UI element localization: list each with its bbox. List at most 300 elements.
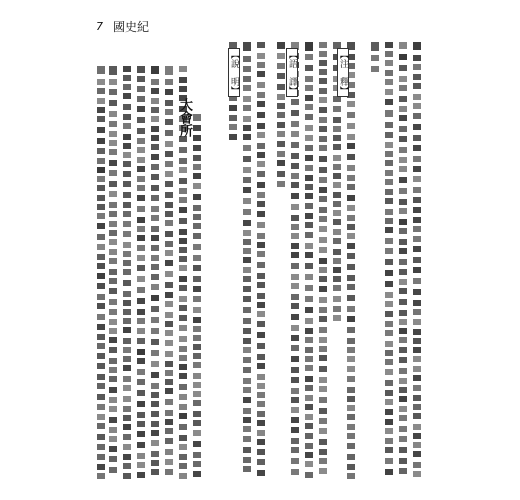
text-glyph bbox=[385, 359, 393, 365]
text-glyph bbox=[123, 291, 131, 297]
text-glyph bbox=[137, 431, 145, 437]
text-glyph bbox=[385, 321, 393, 327]
text-glyph bbox=[109, 111, 117, 117]
text-glyph bbox=[165, 220, 173, 226]
text-glyph bbox=[193, 135, 201, 141]
text-glyph bbox=[165, 161, 173, 167]
text-glyph bbox=[257, 383, 265, 389]
text-glyph bbox=[137, 106, 145, 112]
text-glyph bbox=[165, 330, 173, 336]
text-glyph bbox=[109, 269, 117, 275]
text-column bbox=[412, 42, 422, 482]
text-glyph bbox=[291, 153, 299, 159]
text-glyph bbox=[193, 155, 201, 161]
text-glyph bbox=[151, 328, 159, 334]
text-glyph bbox=[347, 414, 355, 420]
text-glyph bbox=[97, 454, 105, 460]
text-glyph bbox=[305, 433, 313, 439]
text-glyph bbox=[151, 306, 159, 312]
text-glyph bbox=[193, 205, 201, 211]
text-glyph bbox=[123, 347, 131, 353]
text-glyph bbox=[257, 222, 265, 228]
text-glyph bbox=[165, 321, 173, 327]
text-glyph bbox=[97, 204, 105, 210]
text-glyph bbox=[347, 175, 355, 181]
text-glyph bbox=[305, 155, 313, 161]
text-glyph bbox=[109, 467, 117, 473]
text-glyph bbox=[243, 276, 251, 282]
running-header bbox=[96, 16, 236, 36]
text-glyph bbox=[385, 281, 393, 287]
text-glyph bbox=[109, 149, 117, 155]
text-glyph bbox=[291, 458, 299, 464]
text-glyph bbox=[257, 161, 265, 167]
text-glyph bbox=[123, 181, 131, 187]
text-glyph bbox=[243, 239, 251, 245]
text-glyph bbox=[305, 395, 313, 401]
text-glyph bbox=[399, 468, 407, 474]
text-glyph bbox=[137, 309, 145, 315]
text-glyph bbox=[413, 404, 421, 410]
text-glyph bbox=[305, 85, 313, 91]
text-glyph bbox=[413, 124, 421, 130]
text-glyph bbox=[319, 78, 327, 84]
text-glyph bbox=[399, 188, 407, 194]
text-glyph bbox=[319, 355, 327, 361]
text-glyph bbox=[277, 42, 285, 49]
text-glyph bbox=[179, 473, 187, 479]
text-glyph bbox=[347, 424, 355, 430]
text-glyph bbox=[413, 395, 421, 401]
text-glyph bbox=[399, 357, 407, 363]
text-glyph bbox=[243, 257, 251, 263]
text-glyph bbox=[399, 96, 407, 102]
text-glyph bbox=[333, 296, 341, 302]
text-glyph bbox=[179, 265, 187, 271]
text-glyph bbox=[291, 417, 299, 423]
text-glyph bbox=[333, 126, 341, 132]
text-glyph bbox=[97, 176, 105, 182]
text-glyph bbox=[179, 463, 187, 469]
text-glyph bbox=[347, 443, 355, 449]
text-glyph bbox=[399, 147, 407, 153]
text-glyph bbox=[399, 310, 407, 316]
text-glyph bbox=[243, 457, 251, 463]
text-glyph bbox=[333, 229, 341, 235]
text-glyph bbox=[333, 210, 341, 216]
text-glyph bbox=[291, 377, 299, 383]
text-glyph bbox=[243, 397, 251, 403]
text-glyph bbox=[413, 197, 421, 203]
text-glyph bbox=[399, 106, 407, 112]
text-glyph bbox=[319, 297, 327, 303]
text-glyph bbox=[151, 144, 159, 150]
text-glyph bbox=[385, 179, 393, 185]
text-glyph bbox=[291, 215, 299, 221]
text-glyph bbox=[243, 436, 251, 442]
text-glyph bbox=[137, 195, 145, 201]
text-glyph bbox=[257, 282, 265, 288]
text-glyph bbox=[347, 243, 355, 249]
text-glyph bbox=[385, 189, 393, 195]
text-glyph bbox=[399, 76, 407, 82]
text-glyph bbox=[243, 105, 251, 111]
text-glyph bbox=[123, 192, 131, 198]
text-glyph bbox=[151, 350, 159, 356]
text-glyph bbox=[385, 142, 393, 148]
text-glyph bbox=[305, 104, 313, 110]
text-glyph bbox=[319, 267, 327, 273]
text-glyph bbox=[179, 256, 187, 262]
text-glyph bbox=[291, 110, 299, 116]
text-glyph bbox=[291, 294, 299, 300]
text-glyph bbox=[137, 412, 145, 418]
text-glyph bbox=[347, 396, 355, 402]
text-glyph bbox=[399, 85, 407, 91]
text-glyph bbox=[243, 338, 251, 344]
text-glyph bbox=[385, 248, 393, 254]
text-glyph bbox=[399, 447, 407, 453]
text-glyph bbox=[109, 230, 117, 236]
text-glyph bbox=[291, 335, 299, 341]
text-glyph bbox=[97, 127, 105, 133]
text-glyph bbox=[333, 219, 341, 225]
text-glyph bbox=[123, 84, 131, 90]
text-glyph bbox=[179, 238, 187, 244]
text-glyph bbox=[109, 278, 117, 284]
text-glyph bbox=[347, 295, 355, 301]
text-glyph bbox=[399, 387, 407, 393]
text-glyph bbox=[193, 452, 201, 458]
text-glyph bbox=[385, 160, 393, 166]
text-glyph bbox=[97, 414, 105, 420]
text-glyph bbox=[123, 123, 131, 129]
text-glyph bbox=[347, 284, 355, 290]
text-glyph bbox=[123, 134, 131, 140]
text-glyph bbox=[333, 249, 341, 255]
text-glyph bbox=[243, 167, 251, 173]
text-glyph bbox=[151, 451, 159, 457]
text-glyph bbox=[385, 292, 393, 298]
text-glyph bbox=[137, 76, 145, 82]
text-column bbox=[290, 42, 300, 482]
text-glyph bbox=[243, 267, 251, 273]
text-glyph bbox=[151, 274, 159, 280]
text-glyph bbox=[151, 255, 159, 261]
text-glyph bbox=[165, 241, 173, 247]
text-glyph bbox=[137, 185, 145, 191]
text-glyph bbox=[319, 216, 327, 222]
text-glyph bbox=[243, 177, 251, 183]
text-glyph bbox=[97, 343, 105, 349]
text-column bbox=[256, 42, 266, 482]
text-glyph bbox=[385, 469, 393, 475]
text-glyph bbox=[399, 378, 407, 384]
text-glyph bbox=[257, 71, 265, 77]
text-glyph bbox=[97, 98, 105, 104]
text-glyph bbox=[305, 203, 313, 209]
text-glyph bbox=[137, 472, 145, 478]
text-glyph bbox=[97, 334, 105, 340]
text-glyph bbox=[193, 362, 201, 368]
text-glyph bbox=[319, 346, 327, 352]
text-glyph bbox=[257, 182, 265, 188]
text-glyph bbox=[193, 164, 201, 170]
text-glyph bbox=[137, 421, 145, 427]
text-glyph bbox=[97, 374, 105, 380]
text-glyph bbox=[291, 447, 299, 453]
text-glyph bbox=[109, 288, 117, 294]
text-glyph bbox=[151, 361, 159, 367]
text-glyph bbox=[179, 355, 187, 361]
text-glyph bbox=[305, 243, 313, 249]
text-glyph bbox=[347, 387, 355, 393]
text-glyph bbox=[257, 132, 265, 138]
text-glyph bbox=[193, 286, 201, 292]
text-glyph bbox=[347, 306, 355, 312]
text-glyph bbox=[109, 131, 117, 137]
text-glyph bbox=[257, 332, 265, 338]
text-glyph bbox=[123, 385, 131, 391]
text-glyph bbox=[413, 156, 421, 162]
text-glyph bbox=[399, 337, 407, 343]
text-glyph bbox=[347, 366, 355, 372]
text-glyph bbox=[399, 368, 407, 374]
text-glyph bbox=[193, 382, 201, 388]
text-glyph bbox=[305, 263, 313, 269]
text-glyph bbox=[137, 166, 145, 172]
text-glyph bbox=[399, 126, 407, 132]
text-glyph bbox=[413, 366, 421, 372]
text-glyph bbox=[277, 94, 285, 100]
text-glyph bbox=[165, 100, 173, 106]
text-glyph bbox=[347, 233, 355, 239]
text-glyph bbox=[257, 411, 265, 417]
text-glyph bbox=[347, 316, 355, 322]
text-column bbox=[192, 114, 202, 482]
text-glyph bbox=[333, 164, 341, 170]
text-glyph bbox=[385, 458, 393, 464]
text-glyph bbox=[137, 245, 145, 251]
text-glyph bbox=[179, 197, 187, 203]
text-glyph bbox=[291, 367, 299, 373]
text-glyph bbox=[305, 76, 313, 82]
text-glyph bbox=[333, 276, 341, 282]
text-glyph bbox=[319, 397, 327, 403]
text-column bbox=[318, 42, 328, 482]
text-glyph bbox=[413, 207, 421, 213]
text-glyph bbox=[305, 337, 313, 343]
text-glyph bbox=[243, 220, 251, 226]
text-glyph bbox=[151, 460, 159, 466]
text-glyph bbox=[413, 246, 421, 252]
text-glyph bbox=[123, 211, 131, 217]
text-glyph bbox=[97, 88, 105, 94]
text-glyph bbox=[257, 363, 265, 369]
text-glyph bbox=[151, 98, 159, 104]
text-glyph bbox=[305, 307, 313, 313]
text-glyph bbox=[243, 347, 251, 353]
text-glyph bbox=[257, 112, 265, 118]
text-glyph bbox=[193, 145, 201, 151]
text-glyph bbox=[179, 394, 187, 400]
text-glyph bbox=[319, 207, 327, 213]
text-glyph bbox=[399, 157, 407, 163]
text-glyph bbox=[137, 369, 145, 375]
text-glyph bbox=[413, 64, 421, 70]
text-glyph bbox=[291, 345, 299, 351]
text-glyph bbox=[165, 130, 173, 136]
text-glyph bbox=[165, 260, 173, 266]
text-glyph bbox=[243, 447, 251, 453]
text-glyph bbox=[137, 66, 145, 73]
text-glyph bbox=[123, 406, 131, 412]
text-glyph bbox=[319, 316, 327, 322]
text-glyph bbox=[413, 176, 421, 182]
text-glyph bbox=[165, 449, 173, 455]
vertical-text-body bbox=[96, 42, 422, 482]
text-glyph bbox=[109, 427, 117, 433]
text-column bbox=[96, 66, 106, 482]
text-glyph bbox=[137, 328, 145, 334]
text-glyph bbox=[137, 349, 145, 355]
text-glyph bbox=[137, 235, 145, 241]
text-glyph bbox=[291, 193, 299, 199]
note-translation-label: 【語 譯】 bbox=[287, 50, 297, 95]
text-glyph bbox=[123, 171, 131, 177]
text-glyph bbox=[165, 361, 173, 367]
text-glyph bbox=[179, 188, 187, 194]
text-glyph bbox=[123, 75, 131, 81]
text-glyph bbox=[305, 376, 313, 382]
text-glyph bbox=[109, 417, 117, 423]
text-glyph bbox=[257, 354, 265, 360]
text-glyph bbox=[305, 175, 313, 181]
text-glyph bbox=[137, 147, 145, 153]
text-glyph bbox=[305, 328, 313, 334]
text-glyph bbox=[347, 405, 355, 411]
text-glyph bbox=[137, 138, 145, 144]
text-glyph bbox=[413, 42, 421, 50]
text-glyph bbox=[385, 89, 393, 95]
text-glyph bbox=[257, 171, 265, 177]
text-glyph bbox=[137, 358, 145, 364]
text-glyph bbox=[319, 226, 327, 232]
text-glyph bbox=[399, 319, 407, 325]
text-glyph bbox=[165, 370, 173, 376]
text-glyph bbox=[193, 214, 201, 220]
text-glyph bbox=[413, 442, 421, 448]
text-glyph bbox=[97, 158, 105, 164]
text-glyph bbox=[193, 353, 201, 359]
text-glyph bbox=[385, 270, 393, 276]
text-glyph bbox=[257, 201, 265, 207]
text-glyph bbox=[413, 74, 421, 80]
text-glyph bbox=[123, 444, 131, 450]
text-glyph bbox=[399, 426, 407, 432]
text-glyph bbox=[305, 452, 313, 458]
text-glyph bbox=[151, 135, 159, 141]
text-glyph bbox=[97, 303, 105, 309]
text-glyph bbox=[305, 193, 313, 199]
text-glyph bbox=[257, 101, 265, 107]
text-glyph bbox=[333, 182, 341, 188]
text-glyph bbox=[291, 243, 299, 249]
text-glyph bbox=[193, 335, 201, 341]
text-glyph bbox=[319, 258, 327, 264]
text-column bbox=[398, 42, 408, 482]
text-glyph bbox=[399, 279, 407, 285]
text-glyph bbox=[123, 269, 131, 275]
text-glyph bbox=[165, 410, 173, 416]
text-glyph bbox=[257, 192, 265, 198]
text-glyph bbox=[151, 383, 159, 389]
text-glyph bbox=[109, 367, 117, 373]
text-glyph bbox=[193, 125, 201, 131]
text-glyph bbox=[277, 53, 285, 59]
text-glyph bbox=[243, 187, 251, 193]
text-glyph bbox=[257, 302, 265, 308]
text-glyph bbox=[347, 347, 355, 353]
text-column bbox=[384, 42, 394, 482]
text-glyph bbox=[399, 347, 407, 353]
text-glyph bbox=[347, 338, 355, 344]
text-glyph bbox=[123, 473, 131, 479]
text-glyph bbox=[193, 173, 201, 179]
text-glyph bbox=[97, 66, 105, 74]
text-glyph bbox=[257, 311, 265, 317]
text-glyph bbox=[385, 438, 393, 444]
text-glyph bbox=[305, 285, 313, 291]
text-glyph bbox=[151, 226, 159, 232]
text-glyph bbox=[347, 464, 355, 470]
text-glyph bbox=[371, 66, 379, 72]
text-glyph bbox=[333, 201, 341, 207]
text-glyph bbox=[291, 283, 299, 289]
text-glyph bbox=[413, 257, 421, 263]
text-glyph bbox=[151, 79, 159, 85]
text-glyph bbox=[243, 156, 251, 162]
text-glyph bbox=[319, 276, 327, 282]
text-glyph bbox=[291, 121, 299, 127]
text-glyph bbox=[399, 115, 407, 121]
text-glyph bbox=[319, 167, 327, 173]
text-glyph bbox=[347, 112, 355, 118]
text-glyph bbox=[385, 151, 393, 157]
text-glyph bbox=[385, 198, 393, 204]
text-glyph bbox=[165, 181, 173, 187]
text-glyph bbox=[165, 351, 173, 357]
text-glyph bbox=[347, 327, 355, 333]
text-glyph bbox=[347, 356, 355, 362]
text-glyph bbox=[413, 135, 421, 141]
text-glyph bbox=[179, 305, 187, 311]
text-glyph bbox=[137, 176, 145, 182]
text-glyph bbox=[165, 469, 173, 475]
text-glyph bbox=[413, 471, 421, 477]
text-glyph bbox=[109, 100, 117, 106]
text-glyph bbox=[137, 226, 145, 232]
text-glyph bbox=[165, 250, 173, 256]
text-glyph bbox=[243, 145, 251, 151]
text-glyph bbox=[109, 347, 117, 353]
text-glyph bbox=[305, 414, 313, 420]
text-glyph bbox=[151, 195, 159, 201]
text-glyph bbox=[305, 213, 313, 219]
text-glyph bbox=[165, 211, 173, 217]
text-glyph bbox=[165, 292, 173, 298]
text-glyph bbox=[257, 392, 265, 398]
